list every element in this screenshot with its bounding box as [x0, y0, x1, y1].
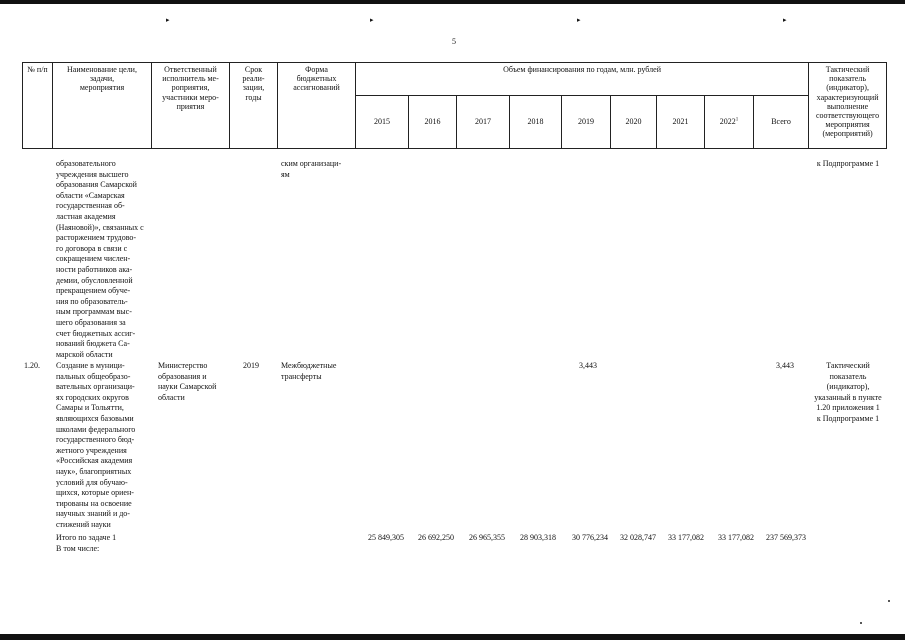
total-value-2015: 25 849,305	[368, 533, 404, 542]
footnote-mark: 1	[735, 117, 739, 123]
scan-speck	[860, 622, 862, 624]
year-2016-header: 2016	[409, 96, 457, 149]
col-indicator-header: Тактический показатель (индикатор), характеризующий выполнение соответствующего мероприятия (мероприятий)	[809, 63, 887, 149]
row-120-value-2019: 3,443	[579, 361, 597, 370]
margin-mark: ▸	[783, 16, 787, 24]
year-2019-header: 2019	[562, 96, 611, 149]
year-2020-header: 2020	[611, 96, 657, 149]
total-value-2020: 32 028,747	[620, 533, 656, 542]
row-120-name: Создание в муници- пальных общеобразо- вательных организаци- ях городских округов Самары и Тольятти, являющихся базовыми школами федерального государственного бюд- жетного учреждения «Российская академия наук», благоприятных условий для обучаю- щихся, которые ориен- тированы на освоение научных знаний и до- стижений науки	[56, 361, 136, 529]
year-2021-header: 2021	[657, 96, 705, 149]
total-task-label: Итого по задаче 1	[56, 533, 117, 542]
col-form-header: Форма бюджетных ассигнований	[278, 63, 356, 149]
funding-table-header	[22, 62, 887, 149]
year-total-header: Всего	[754, 96, 809, 149]
top-border	[0, 0, 905, 4]
bottom-border	[0, 634, 905, 640]
year-2017-header: 2017	[457, 96, 510, 149]
row-120-term: 2019	[243, 361, 259, 370]
total-value-2019: 30 776,234	[572, 533, 608, 542]
col-term-header: Срок реали- зации, годы	[230, 63, 278, 149]
year-2018-header: 2018	[510, 96, 562, 149]
col-funding-header: Объем финансирования по годам, млн. рублей	[356, 63, 809, 96]
cont-row-form: ским организаци- ям	[281, 159, 342, 179]
cont-row-indicator: к Подпрограмме 1	[816, 159, 880, 168]
total-value-2022: 33 177,082	[718, 533, 754, 542]
row-120-num: 1.20.	[24, 361, 40, 370]
total-value-all: 237 569,373	[766, 533, 806, 542]
row-120-indicator: Тактический показатель (индикатор), указанный в пункте 1.20 приложения 1 к Подпрограмме 1	[814, 361, 882, 423]
year-2022-label: 2022	[719, 117, 736, 127]
year-2022-header	[705, 96, 754, 149]
col-num-header: № п/п	[23, 63, 53, 149]
total-value-2016: 26 692,250	[418, 533, 454, 542]
col-name-header: Наименование цели, задачи, мероприятия	[53, 63, 152, 149]
col-executor-header: Ответственный исполнитель ме- роприятия, участники меро- приятия	[152, 63, 230, 149]
row-120-total: 3,443	[776, 361, 794, 370]
row-120-form: Межбюджетные трансферты	[281, 361, 337, 381]
margin-mark: ▸	[370, 16, 374, 24]
total-value-2021: 33 177,082	[668, 533, 704, 542]
year-2015-header: 2015	[356, 96, 409, 149]
page-number: 5	[452, 37, 456, 46]
total-value-2017: 26 965,355	[469, 533, 505, 542]
cont-row-name: образовательного учреждения высшего образования Самарской области «Самарская государственная об- ластная академия (Наяновой)», связанных с расторжением трудово- го договора в связи с сокращением числен- ности работников ака- демии, обусловленной прекращением обуче- ния по образователь- ным программам выс- шего образования за счет бюджетных ассиг- нований бюджета Са- марской области	[56, 159, 144, 359]
margin-mark: ▸	[577, 16, 581, 24]
row-120-executor: Министерство образования и науки Самарской области	[158, 361, 217, 402]
including-label: В том числе:	[56, 544, 100, 553]
scan-speck	[888, 600, 890, 602]
total-value-2018: 28 903,318	[520, 533, 556, 542]
margin-mark: ▸	[166, 16, 170, 24]
